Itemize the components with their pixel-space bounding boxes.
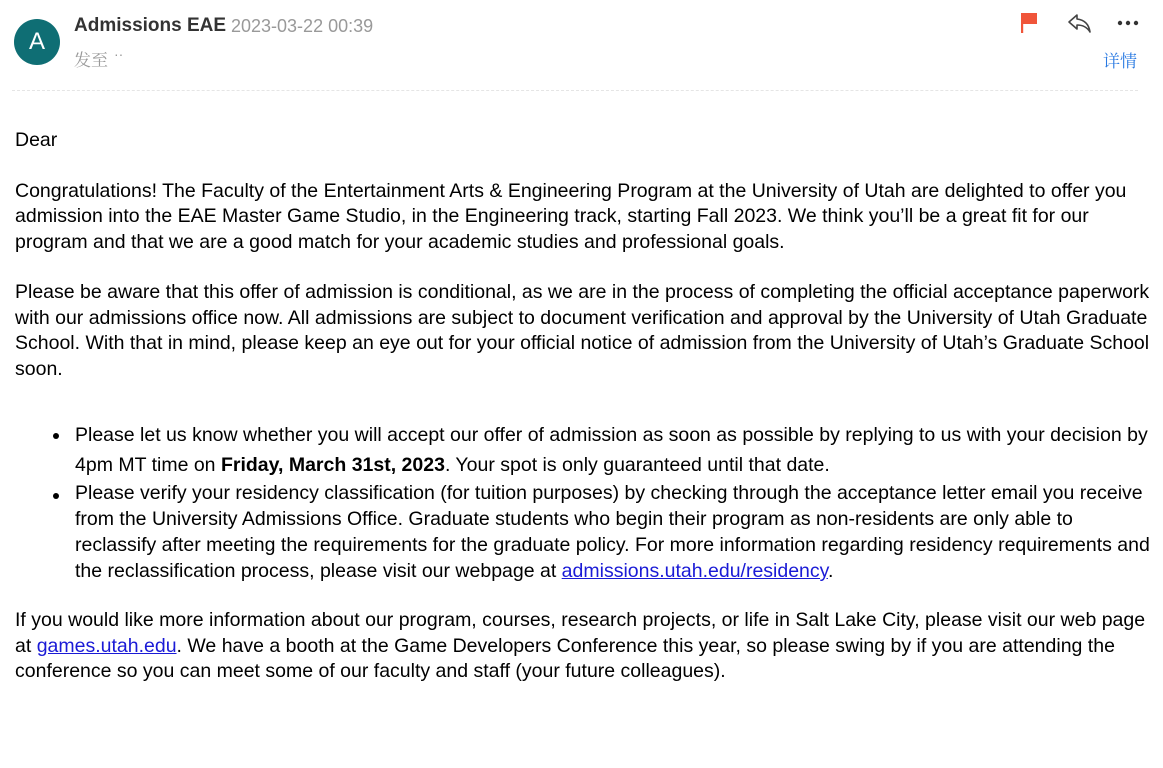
flag-icon[interactable] <box>1017 10 1043 36</box>
divider <box>12 90 1138 91</box>
sender-name[interactable]: Admissions EAE <box>74 15 227 36</box>
greeting: Dear <box>15 129 58 151</box>
more-info-text-end: . We have a booth at the Game Developers Conference this year, so please swing by if you are attending the conference so you can meet some of our faculty and staff (your future colleagues). <box>15 634 1115 682</box>
list-item <box>15 480 1150 584</box>
paragraph-congratulations: Congratulations! The Faculty of the Entertainment Arts & Engineering Program at the University of Utah are delighted to offer you admission into the EAE Master Game Studio, in the Engineering track, starting Fall 2023. We think you’ll be a great fit for our program and that we are a good match for your academic studies and professional goals. <box>15 179 1127 253</box>
recipient-label: 发至 <box>74 51 108 70</box>
paragraph-conditional-offer: Please be aware that this offer of admission is conditional, as we are in the process of completing the official acceptance paperwork with our admissions office now. All admissions are subject to document verification and approval by the University of Utah Graduate School. With that in mind, please keep an eye out for your official notice of admission from the University of Utah’s Graduate School soon. <box>15 281 1150 380</box>
bullet-list <box>15 420 1150 584</box>
bullet-2-text-end: . <box>827 560 834 582</box>
bullet-2-text: Please verify your residency classification (for tuition purposes) by checking through the acceptance letter email you receive from the University Admissions Office. Graduate students who begin their program as non-residents are only able to reclassify after meeting the requirements for the graduate policy. For more information regarding residency requirements and the reclassification process, please visit our webpage at <box>75 482 1150 582</box>
avatar[interactable]: A <box>14 19 60 65</box>
more-icon[interactable] <box>1115 10 1141 36</box>
email-body <box>15 128 1150 685</box>
bullet-1-text-end: . Your spot is only guaranteed until that date. <box>444 454 830 476</box>
residency-link[interactable]: admissions.utah.edu/residency <box>561 560 828 582</box>
reply-icon[interactable] <box>1067 10 1093 36</box>
email-header <box>0 0 1163 92</box>
more-info-text: If you would like more information about our program, courses, research projects, or life in Salt Lake City, please visit our web page at <box>15 609 1146 657</box>
list-item <box>15 420 1150 480</box>
bullet-1-text: Please let us know whether you will accept our offer of admission as soon as possible by replying to us with your decision by 4pm MT time on <box>75 424 1148 476</box>
recipient-value: ·· <box>114 46 124 62</box>
paragraph-more-info <box>15 608 1150 685</box>
email-date: 2023-03-22 00:39 <box>231 16 374 36</box>
games-link[interactable]: games.utah.edu <box>36 634 177 657</box>
deadline-date: Friday, March 31st, 2023 <box>220 454 445 476</box>
details-link[interactable]: 详情 <box>1103 52 1137 71</box>
